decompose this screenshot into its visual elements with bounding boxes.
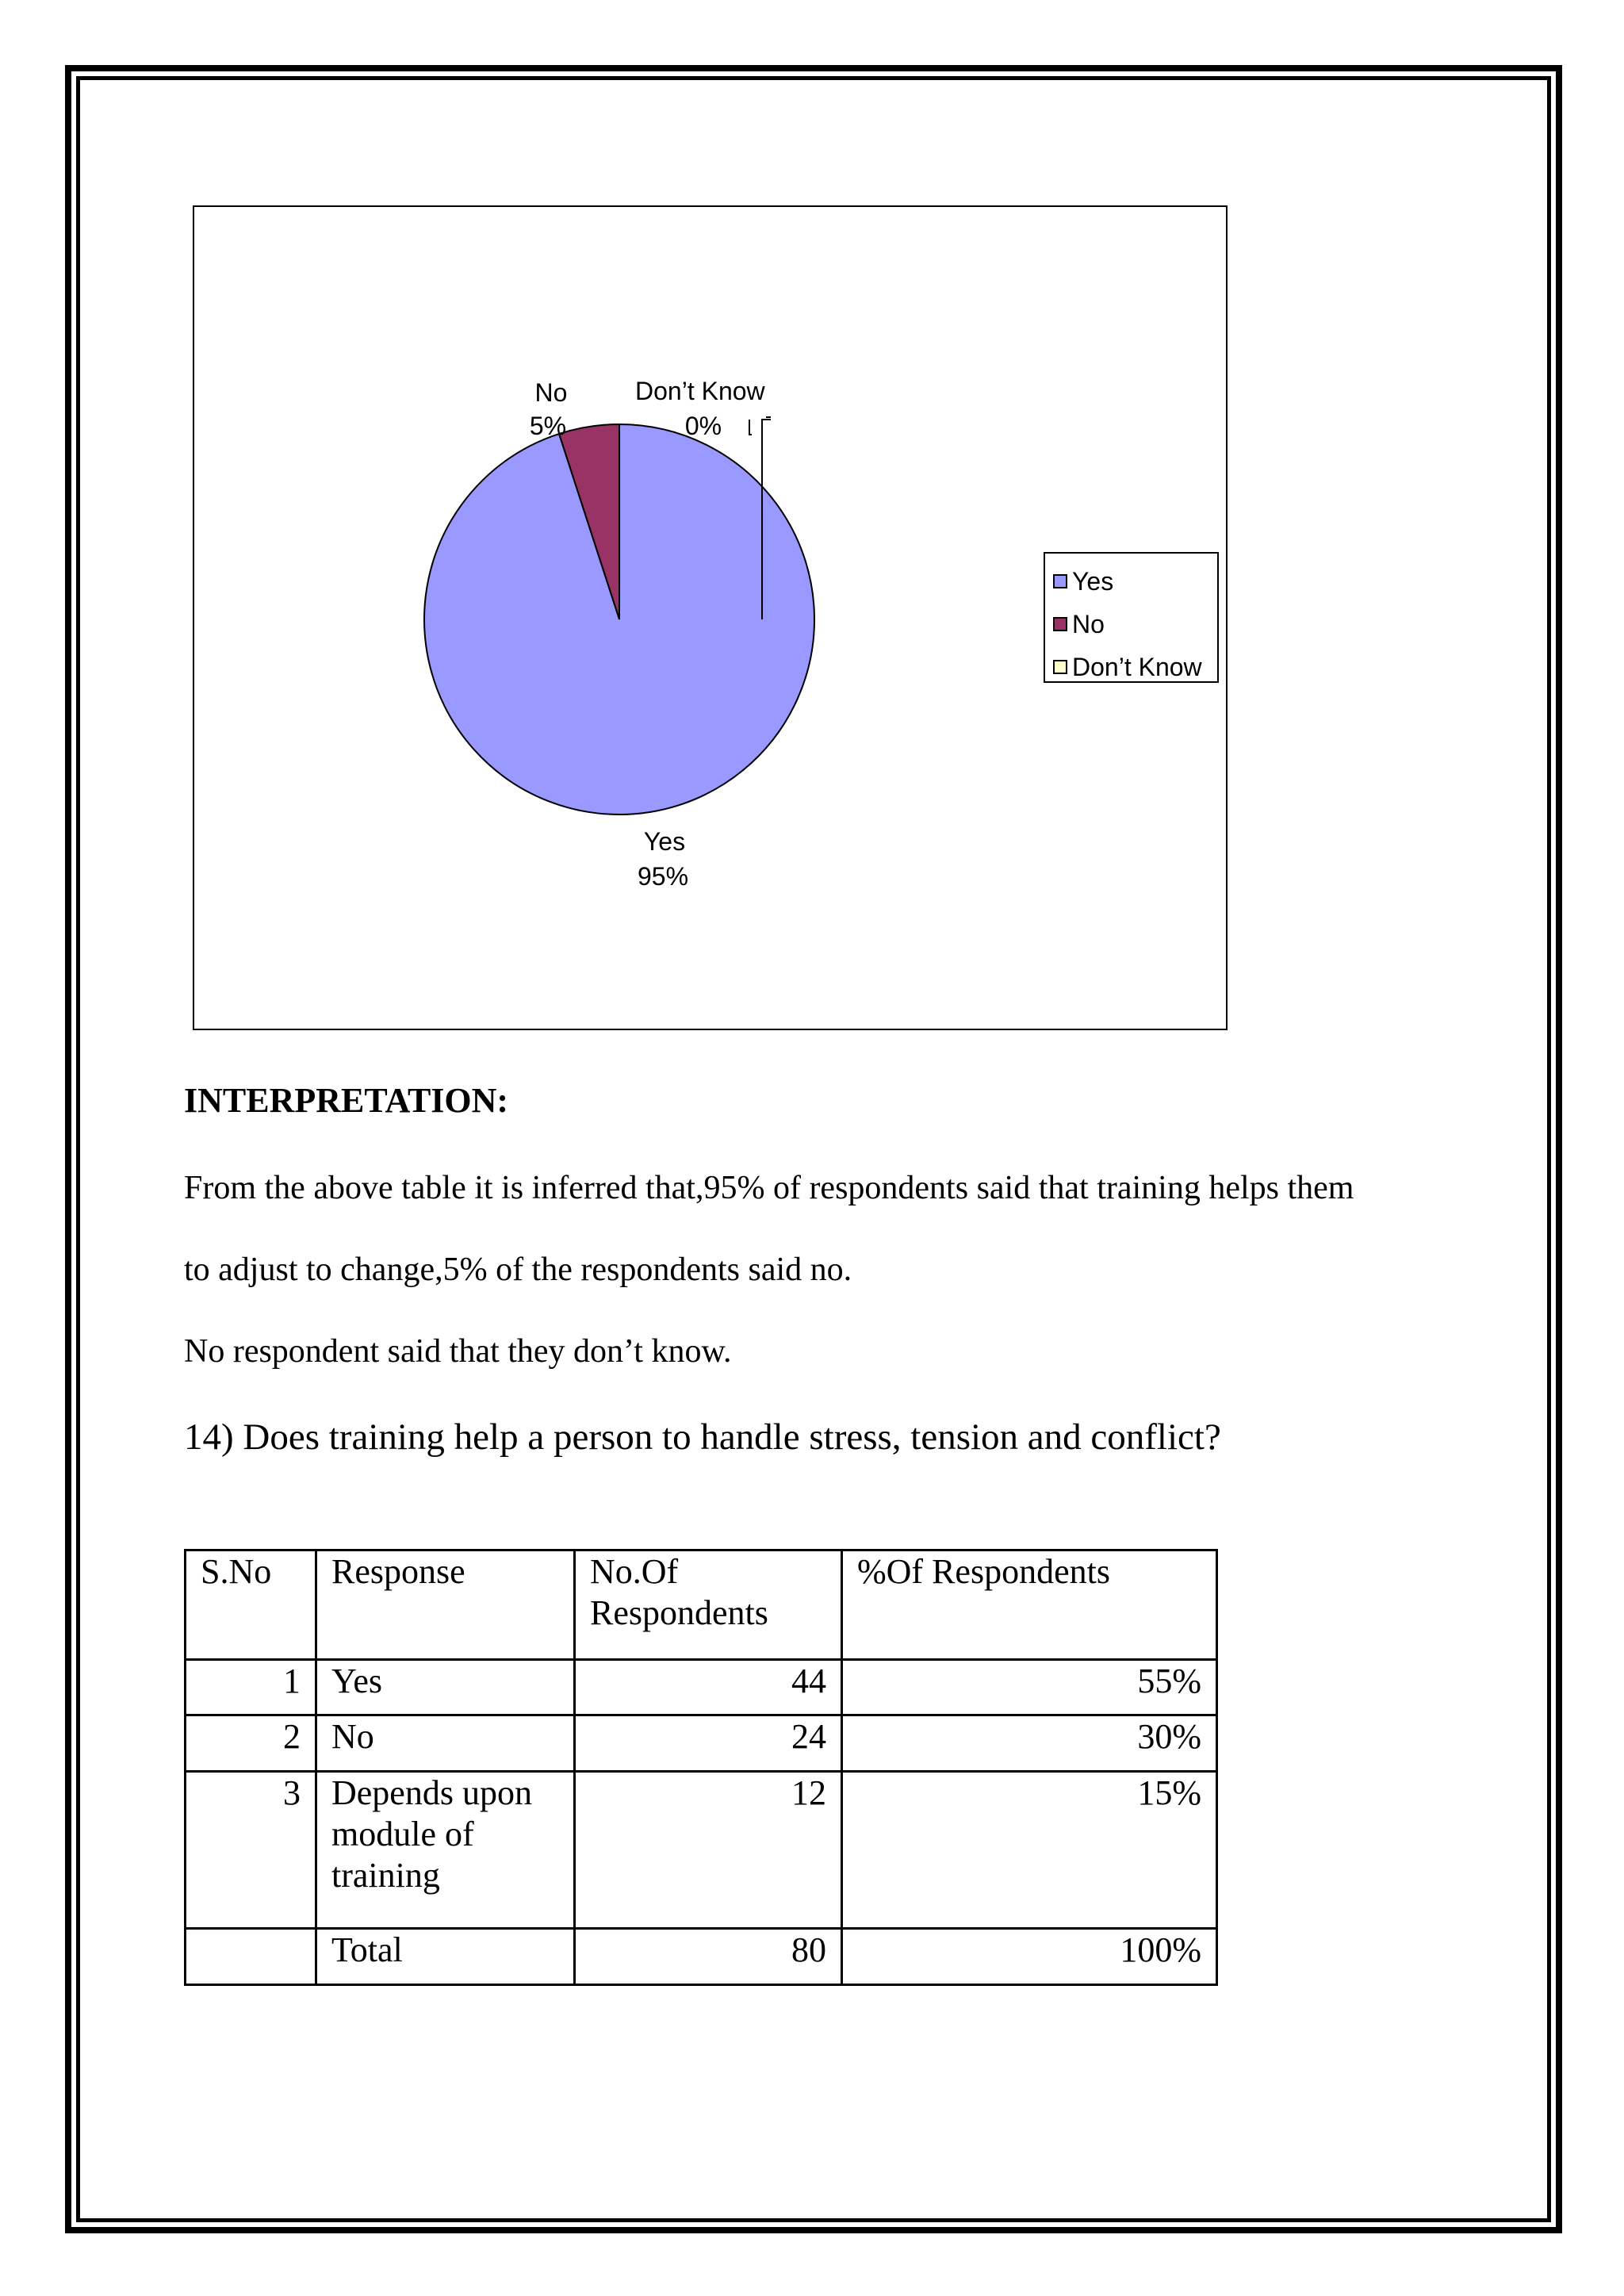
header-count-line1: No.Of [590,1552,679,1591]
cell-response-line1: Depends upon [331,1773,532,1812]
cell-response-line2: module of [331,1815,474,1853]
interpretation-line-3: No respondent said that they don’t know. [184,1333,732,1370]
cell-percent: 55% [842,1660,1217,1715]
cell-sno: 3 [186,1772,316,1929]
table-row [186,1715,1217,1772]
leader-line-no [749,420,752,435]
legend-item-yes [1045,560,1217,603]
cell-sno-empty [186,1929,316,1985]
table-total-row [186,1929,1217,1985]
cell-count: 12 [575,1772,842,1929]
data-label-dont-know-pct: 0% [684,412,722,440]
cell-total-count: 80 [575,1929,842,1985]
legend-swatch-no [1053,617,1067,631]
legend-label-no: No [1072,609,1105,638]
legend-swatch-dont-know [1053,660,1067,674]
cell-percent: 15% [842,1772,1217,1929]
table-row [186,1660,1217,1715]
chart-legend [1044,552,1219,683]
cell-response-line3: training [331,1856,440,1895]
cell-sno: 2 [186,1715,316,1772]
interpretation-heading: INTERPRETATION: [184,1081,509,1120]
pie-slice-yes [424,424,814,815]
cell-total-label: Total [316,1929,575,1985]
table-header-row [186,1550,1217,1660]
legend-label-dont-know: Don’t Know [1072,652,1202,681]
legend-item-dont-know [1045,646,1217,688]
cell-total-percent: 100% [842,1929,1217,1985]
header-sno: S.No [186,1550,316,1660]
cell-response: No [316,1715,575,1772]
interpretation-line-2: to adjust to change,5% of the respondents said no. [184,1251,852,1288]
data-label-yes-name: Yes [643,827,686,856]
data-label-dont-know-name: Don’t Know [635,377,765,405]
cell-response: Yes [316,1660,575,1715]
header-count-line2: Respondents [590,1593,768,1632]
question-14: 14) Does training help a person to handle stress, tension and conflict? [184,1416,1221,1458]
cell-response [316,1772,575,1929]
header-response: Response [316,1550,575,1660]
interpretation-line-1: From the above table it is inferred that,95% of respondents said that training helps them [184,1170,1354,1206]
header-count [575,1550,842,1660]
table-row [186,1772,1217,1929]
response-table [184,1549,1218,1986]
cell-count: 24 [575,1715,842,1772]
legend-item-no [1045,603,1217,646]
data-label-yes-pct: 95% [637,862,689,891]
cell-sno: 1 [186,1660,316,1715]
cell-count: 44 [575,1660,842,1715]
header-percent: %Of Respondents [842,1550,1217,1660]
cell-percent: 30% [842,1715,1217,1772]
data-label-no-pct: 5% [529,412,567,440]
legend-swatch-yes [1053,574,1067,588]
data-label-no-name: No [534,378,568,407]
legend-label-yes: Yes [1072,566,1114,596]
